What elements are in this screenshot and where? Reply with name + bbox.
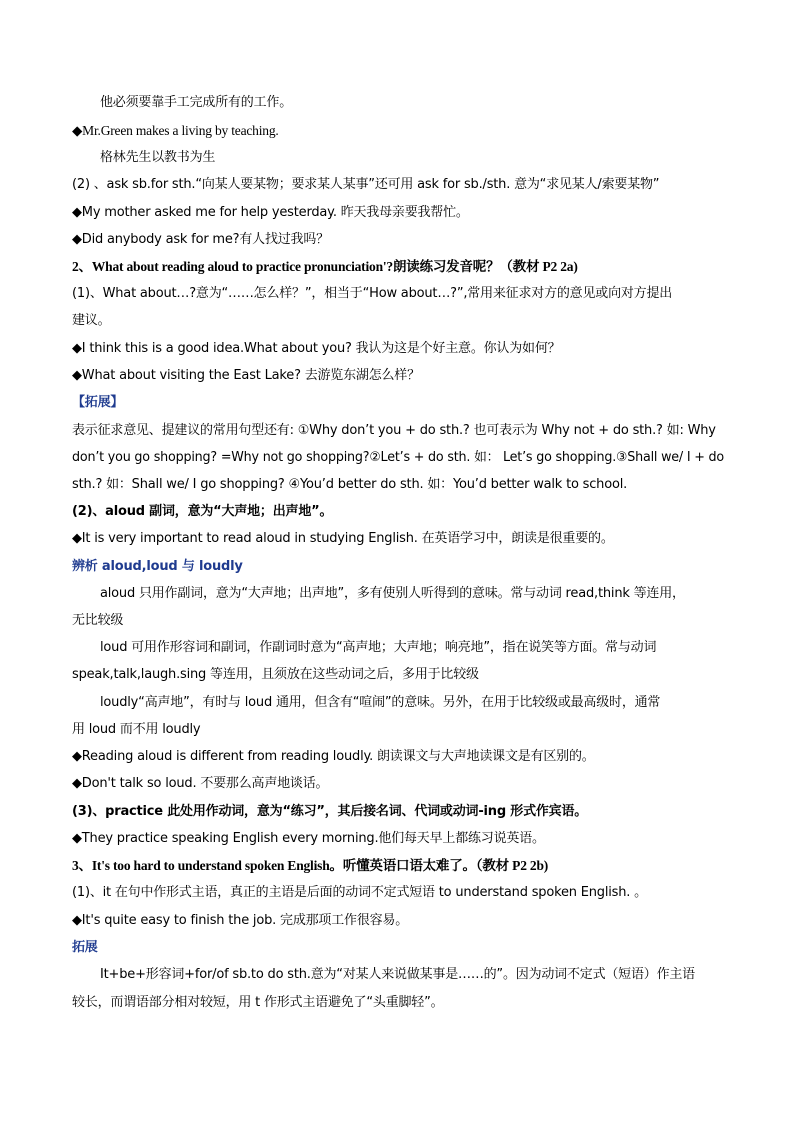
text-line: (2) 、ask sb.for sth.“向某人要某物；要求某人某事”还可用 ask for sb./sth. 意为“求见某人/索要某物” bbox=[72, 177, 660, 192]
subheading: (3)、practice 此处用作动词，意为“练习”，其后接名词、代词或动词-ing 形式作宾语。 bbox=[72, 804, 588, 819]
example-sentence: ◆It is very important to read aloud in studying English. 在英语学习中，朗读是很重要的。 bbox=[72, 531, 614, 546]
text-line: don’t you go shopping? =Why not go shopping?②Let’s + do sth. 如： Let’s go shopping.③Shall we/ I + do bbox=[72, 450, 725, 465]
text-line: 建议。 bbox=[72, 313, 111, 328]
text-line: It+be+形容词+for/of sb.to do sth.意为“对某人来说做某事是……的”。因为动词不定式（短语）作主语 bbox=[100, 967, 695, 982]
example-sentence: ◆Reading aloud is different from reading loudly. 朗读课文与大声地读课文是有区别的。 bbox=[72, 749, 595, 764]
expand-label: 拓展 bbox=[72, 940, 98, 955]
section-heading: 2、What about reading aloud to practice pronunciation'?朗读练习发音呢？（教材 P2 2a) bbox=[72, 259, 578, 274]
section-heading: 3、It's too hard to understand spoken English。听懂英语口语太难了。（教材 P2 2b) bbox=[72, 858, 549, 873]
text-line: 较长，而谓语部分相对较短，用 t 作形式主语避免了“头重脚轻”。 bbox=[72, 995, 444, 1010]
text-line: speak,talk,laugh.sing 等连用，且须放在这些动词之后，多用于比较级 bbox=[72, 667, 479, 682]
text-line: 表示征求意见、提建议的常用句型还有: ①Why don’t you + do sth.? 也可表示为 Why not + do sth.? 如: Why bbox=[72, 423, 716, 438]
text-line: loud 可用作形容词和副词，作副词时意为“高声地；大声地；响亮地”，指在说笑等方面。常与动词 bbox=[100, 640, 657, 655]
example-sentence: ◆Don't talk so loud. 不要那么高声地谈话。 bbox=[72, 776, 329, 791]
text-line: (1)、it 在句中作形式主语，真正的主语是后面的动词不定式短语 to understand spoken English. 。 bbox=[72, 885, 647, 900]
text-line: 他必须要靠手工完成所有的工作。 bbox=[100, 95, 293, 110]
example-sentence: ◆It's quite easy to finish the job. 完成那项工作很容易。 bbox=[72, 913, 409, 928]
text-line: loudly“高声地”，有时与 loud 通用，但含有“喧闹”的意味。另外，在用于比较级或最高级时，通常 bbox=[100, 695, 661, 710]
text-line: (1)、What about…?意为“……怎么样？”，相当于“How about…?”,常用来征求对方的意见或向对方提出 bbox=[72, 286, 673, 301]
example-sentence: ◆Mr.Green makes a living by teaching. bbox=[72, 123, 279, 138]
text-line: sth.? 如：Shall we/ I go shopping? ④You’d better do sth. 如：You’d better walk to school. bbox=[72, 477, 628, 492]
example-sentence: ◆Did anybody ask for me?有人找过我吗？ bbox=[72, 232, 329, 247]
example-sentence: ◆What about visiting the East Lake? 去游览东湖怎么样？ bbox=[72, 368, 420, 383]
example-sentence: ◆I think this is a good idea.What about you? 我认为这是个好主意。你认为如何？ bbox=[72, 341, 561, 356]
translation-line: 格林先生以教书为生 bbox=[100, 150, 216, 165]
example-sentence: ◆My mother asked me for help yesterday. 昨天我母亲要我帮忙。 bbox=[72, 205, 469, 220]
text-line: aloud 只用作副词，意为“大声地；出声地”，多有使别人听得到的意味。常与动词 read,think 等连用， bbox=[100, 586, 685, 601]
text-line: 无比较级 bbox=[72, 613, 124, 628]
example-sentence: ◆They practice speaking English every morning.他们每天早上都练习说英语。 bbox=[72, 831, 545, 846]
analysis-label: 辨析 aloud,loud 与 loudly bbox=[72, 559, 243, 574]
text-line: 用 loud 而不用 loudly bbox=[72, 722, 201, 737]
subheading: (2)、aloud 副词，意为“大声地；出声地”。 bbox=[72, 504, 333, 519]
expand-label: 【拓展】 bbox=[72, 395, 124, 410]
